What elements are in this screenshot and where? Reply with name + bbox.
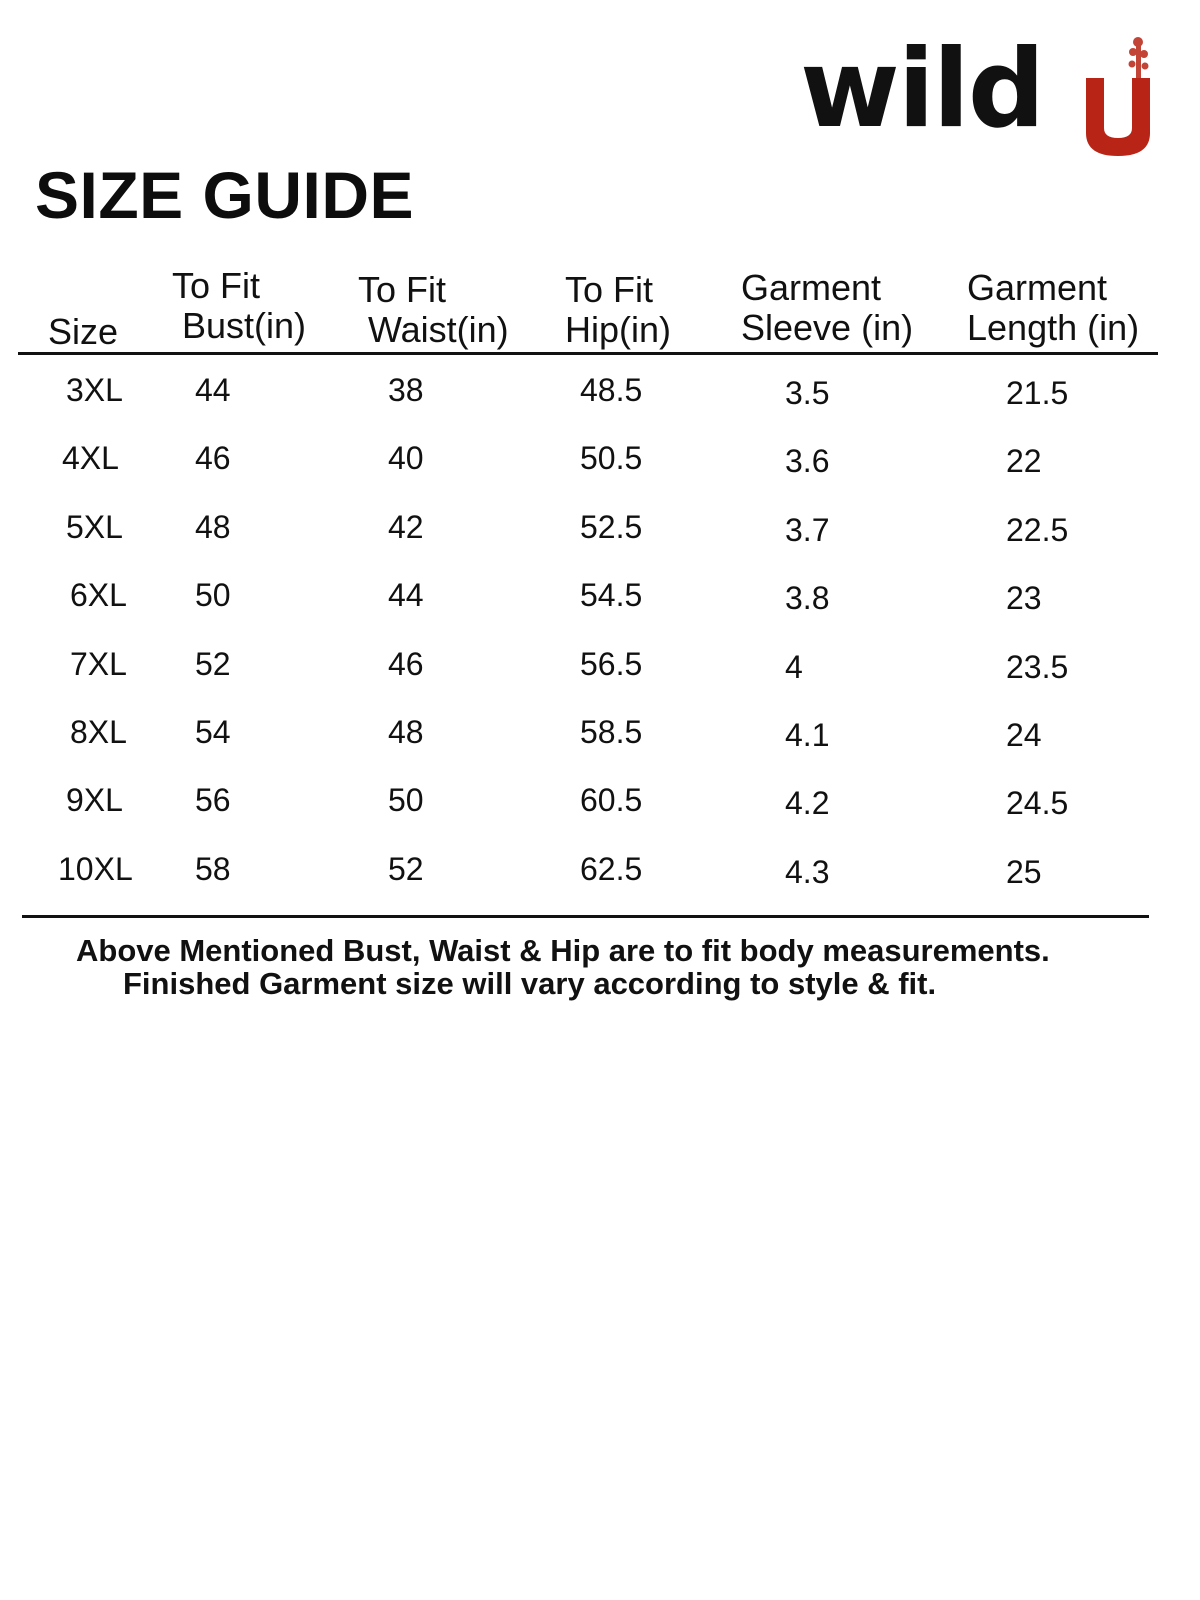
cell-waist: 40 bbox=[388, 440, 424, 477]
header-sleeve-line1: Garment bbox=[741, 267, 882, 308]
footer-divider bbox=[22, 915, 1149, 918]
cell-sleeve: 4 bbox=[785, 648, 803, 685]
cell-hip: 48.5 bbox=[580, 372, 643, 408]
cell-length: 21.5 bbox=[1006, 375, 1069, 411]
cell-bust: 54 bbox=[195, 714, 231, 750]
cell-hip: 52.5 bbox=[580, 508, 643, 545]
cell-bust: 48 bbox=[195, 508, 231, 545]
cell-size: 5XL bbox=[66, 508, 123, 545]
cell-waist: 48 bbox=[388, 714, 424, 750]
header-hip bbox=[565, 270, 671, 350]
header-size-line1 bbox=[48, 272, 118, 312]
cell-bust: 44 bbox=[195, 372, 231, 408]
brand-logo bbox=[800, 28, 1160, 178]
cell-length: 24.5 bbox=[1006, 785, 1069, 822]
cell-waist: 42 bbox=[388, 508, 424, 545]
u-cup-icon bbox=[1078, 28, 1158, 168]
header-size-line2: Size bbox=[48, 311, 119, 352]
cell-waist: 38 bbox=[388, 372, 424, 408]
cell-hip: 58.5 bbox=[580, 714, 643, 750]
cell-sleeve: 3.8 bbox=[785, 580, 830, 617]
cell-bust: 50 bbox=[195, 577, 231, 614]
cell-hip: 54.5 bbox=[580, 577, 643, 614]
cell-length: 23 bbox=[1006, 580, 1042, 617]
page-title: SIZE GUIDE bbox=[35, 158, 415, 232]
cell-size: 6XL bbox=[70, 577, 127, 614]
note-line-2: Finished Garment size will vary according to style & fit. bbox=[123, 966, 937, 1001]
header-hip-line2: Hip(in) bbox=[565, 309, 672, 350]
cell-bust: 58 bbox=[195, 850, 231, 887]
cell-length: 22.5 bbox=[1006, 511, 1069, 548]
header-length-line2: Length (in) bbox=[967, 307, 1140, 348]
cell-length: 23.5 bbox=[1006, 648, 1069, 685]
cell-sleeve: 4.3 bbox=[785, 853, 830, 890]
header-waist bbox=[358, 270, 509, 350]
cell-length: 24 bbox=[1006, 717, 1042, 753]
cell-size: 4XL bbox=[62, 440, 119, 477]
header-sleeve-line2: Sleeve (in) bbox=[741, 307, 914, 348]
cell-bust: 56 bbox=[195, 782, 231, 819]
cell-length: 25 bbox=[1006, 853, 1042, 890]
header-bust-line1: To Fit bbox=[172, 265, 261, 306]
cell-waist: 44 bbox=[388, 577, 424, 614]
cell-waist: 46 bbox=[388, 645, 424, 682]
cell-hip: 60.5 bbox=[580, 782, 643, 819]
cell-size: 7XL bbox=[70, 645, 127, 682]
cell-sleeve: 4.1 bbox=[785, 717, 830, 753]
cell-sleeve: 4.2 bbox=[785, 785, 830, 822]
cell-hip: 56.5 bbox=[580, 645, 643, 682]
header-bust bbox=[172, 266, 306, 346]
cell-waist: 52 bbox=[388, 850, 424, 887]
cell-size: 10XL bbox=[58, 850, 133, 887]
cell-sleeve: 3.5 bbox=[785, 375, 830, 411]
header-waist-line1: To Fit bbox=[358, 269, 447, 310]
header-bust-line2: Bust(in) bbox=[182, 305, 307, 346]
header-length-line1: Garment bbox=[967, 267, 1108, 308]
cell-size: 8XL bbox=[70, 714, 127, 750]
header-sleeve bbox=[741, 268, 913, 348]
cell-size: 9XL bbox=[66, 782, 123, 819]
header-size bbox=[48, 272, 118, 352]
cell-length: 22 bbox=[1006, 443, 1042, 480]
cell-sleeve: 3.7 bbox=[785, 511, 830, 548]
cell-sleeve: 3.6 bbox=[785, 443, 830, 480]
header-length bbox=[967, 268, 1139, 348]
header-hip-line1: To Fit bbox=[565, 269, 654, 310]
cell-bust: 46 bbox=[195, 440, 231, 477]
cell-bust: 52 bbox=[195, 645, 231, 682]
note-line-1: Above Mentioned Bust, Waist & Hip are to fit body measurements. bbox=[76, 933, 1050, 968]
header-divider bbox=[18, 352, 1158, 355]
cell-hip: 50.5 bbox=[580, 440, 643, 477]
cell-size: 3XL bbox=[66, 372, 123, 408]
cell-waist: 50 bbox=[388, 782, 424, 819]
logo-wordmark: wild bbox=[800, 27, 1044, 152]
header-waist-line2: Waist(in) bbox=[368, 309, 509, 350]
cell-hip: 62.5 bbox=[580, 850, 643, 887]
